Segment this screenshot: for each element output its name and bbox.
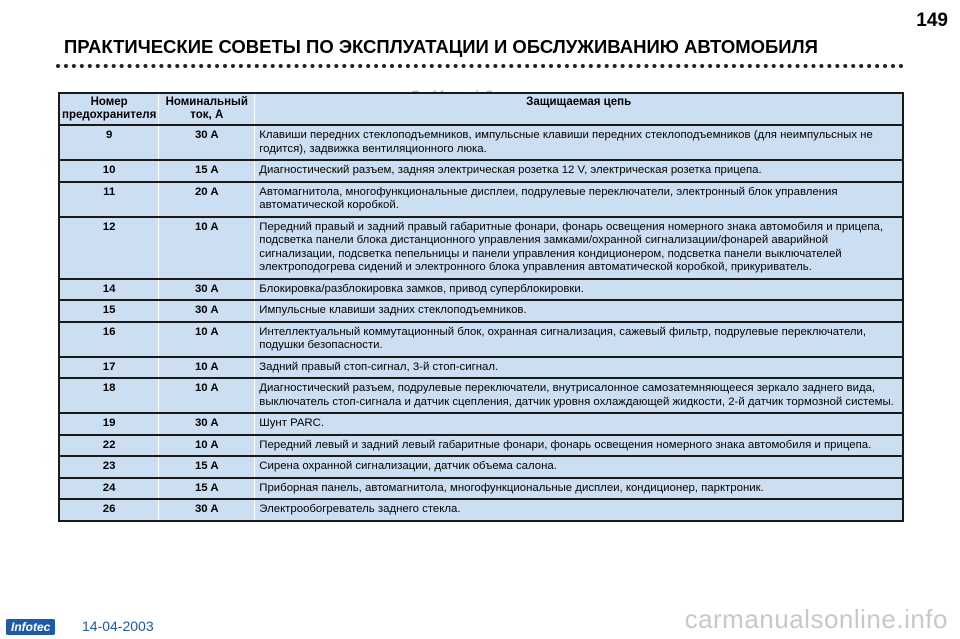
- fuse-current-cell: 30 A: [159, 413, 255, 435]
- table-row: [59, 378, 903, 413]
- fuse-current-cell: 15 A: [159, 456, 255, 478]
- fuse-number-cell: 24: [59, 478, 159, 500]
- fuse-number-cell: 12: [59, 217, 159, 279]
- table-row: [59, 478, 903, 500]
- fuse-current-cell: 10 A: [159, 378, 255, 413]
- fuse-number-cell: 15: [59, 300, 159, 322]
- fuse-circuit-cell: Приборная панель, автомагнитола, многофункциональные дисплеи, кондиционер, парктроник.: [255, 478, 903, 500]
- table-row: [59, 435, 903, 457]
- fuse-current-cell: 15 A: [159, 478, 255, 500]
- fuse-current-cell: 10 A: [159, 357, 255, 379]
- fuse-number-cell: 16: [59, 322, 159, 357]
- fuse-circuit-cell: Импульсные клавиши задних стеклоподъемников.: [255, 300, 903, 322]
- fuse-number-cell: 22: [59, 435, 159, 457]
- table-row: [59, 300, 903, 322]
- fuse-number-cell: 10: [59, 160, 159, 182]
- table-row: [59, 182, 903, 217]
- fuse-number-cell: 18: [59, 378, 159, 413]
- table-row: [59, 499, 903, 521]
- header-rated-current: Номинальный ток, А: [159, 93, 255, 125]
- fuse-number-cell: 23: [59, 456, 159, 478]
- fuse-current-cell: 10 A: [159, 435, 255, 457]
- fuse-circuit-cell: Передний левый и задний левый габаритные фонари, фонарь освещения номерного знака автомобиля и прицепа.: [255, 435, 903, 457]
- infotec-logo: Infotec: [6, 619, 55, 635]
- fuse-circuit-cell: Шунт PARC.: [255, 413, 903, 435]
- page-number: 149: [916, 10, 948, 31]
- fuse-circuit-cell: Блокировка/разблокировка замков, привод суперблокировки.: [255, 279, 903, 301]
- fuse-current-cell: 30 A: [159, 300, 255, 322]
- footer-date: 14-04-2003: [82, 618, 154, 634]
- fuse-circuit-cell: Передний правый и задний правый габаритные фонари, фонарь освещения номерного знака автомобиля и прицепа, подсветка панели блока дистанционного управления замками/охранной сигнализации/фонарей аварийной сигнализации, подсветка пепельницы и панели управления кондиционером, подсветка панели выключателей электроподогрева сидений и электронного блока управления автоматической коробкой, прикуриватель.: [255, 217, 903, 279]
- fuse-current-cell: 30 A: [159, 499, 255, 521]
- fuse-current-cell: 10 A: [159, 322, 255, 357]
- fuse-circuit-cell: Интеллектуальный коммутационный блок, охранная сигнализация, сажевый фильтр, подрулевые переключатели, подушки безопасности.: [255, 322, 903, 357]
- fuse-circuit-cell: Автомагнитола, многофункциональные дисплеи, подрулевые переключатели, электронный блок управления автоматической коробкой.: [255, 182, 903, 217]
- fuse-number-cell: 17: [59, 357, 159, 379]
- header-protected-circuit: Защищаемая цепь: [255, 93, 903, 125]
- fuse-number-cell: 19: [59, 413, 159, 435]
- fuse-number-cell: 11: [59, 182, 159, 217]
- table-row: [59, 456, 903, 478]
- fuse-circuit-cell: Задний правый стоп-сигнал, 3-й стоп-сигнал.: [255, 357, 903, 379]
- fuse-circuit-cell: Электрообогреватель заднего стекла.: [255, 499, 903, 521]
- table-row: [59, 357, 903, 379]
- fuse-current-cell: 15 A: [159, 160, 255, 182]
- fuse-circuit-cell: Диагностический разъем, подрулевые переключатели, внутрисалонное самозатемняющееся зеркало заднего вида, выключатель стоп-сигнала и датчик сцепления, датчик уровня охлаждающей жидкости, 2-й датчик тормозной системы.: [255, 378, 903, 413]
- header-fuse-number: Номер предохранителя: [59, 93, 159, 125]
- fuse-table-body: [59, 125, 903, 521]
- fuse-number-cell: 9: [59, 125, 159, 160]
- page-title: ПРАКТИЧЕСКИЕ СОВЕТЫ ПО ЭКСПЛУАТАЦИИ И ОБСЛУЖИВАНИЮ АВТОМОБИЛЯ: [64, 36, 818, 57]
- fuse-current-cell: 20 A: [159, 182, 255, 217]
- table-row: [59, 279, 903, 301]
- watermark-bottom: carmanualsonline.info: [684, 604, 948, 634]
- fuse-table: [58, 92, 904, 522]
- table-row: [59, 322, 903, 357]
- fuse-current-cell: 30 A: [159, 279, 255, 301]
- table-row: [59, 160, 903, 182]
- fuse-number-cell: 26: [59, 499, 159, 521]
- fuse-current-cell: 10 A: [159, 217, 255, 279]
- table-header-row: [59, 93, 903, 125]
- fuse-number-cell: 14: [59, 279, 159, 301]
- fuse-circuit-cell: Диагностический разъем, задняя электрическая розетка 12 V, электрическая розетка прицепа.: [255, 160, 903, 182]
- fuse-circuit-cell: Сирена охранной сигнализации, датчик объема салона.: [255, 456, 903, 478]
- dotted-divider: [56, 64, 904, 68]
- table-row: [59, 125, 903, 160]
- table-row: [59, 413, 903, 435]
- fuse-current-cell: 30 A: [159, 125, 255, 160]
- fuse-circuit-cell: Клавиши передних стеклоподъемников, импульсные клавиши передних стеклоподъемников (для неимпульсных не годится), задвижка вентиляционного люка.: [255, 125, 903, 160]
- table-row: [59, 217, 903, 279]
